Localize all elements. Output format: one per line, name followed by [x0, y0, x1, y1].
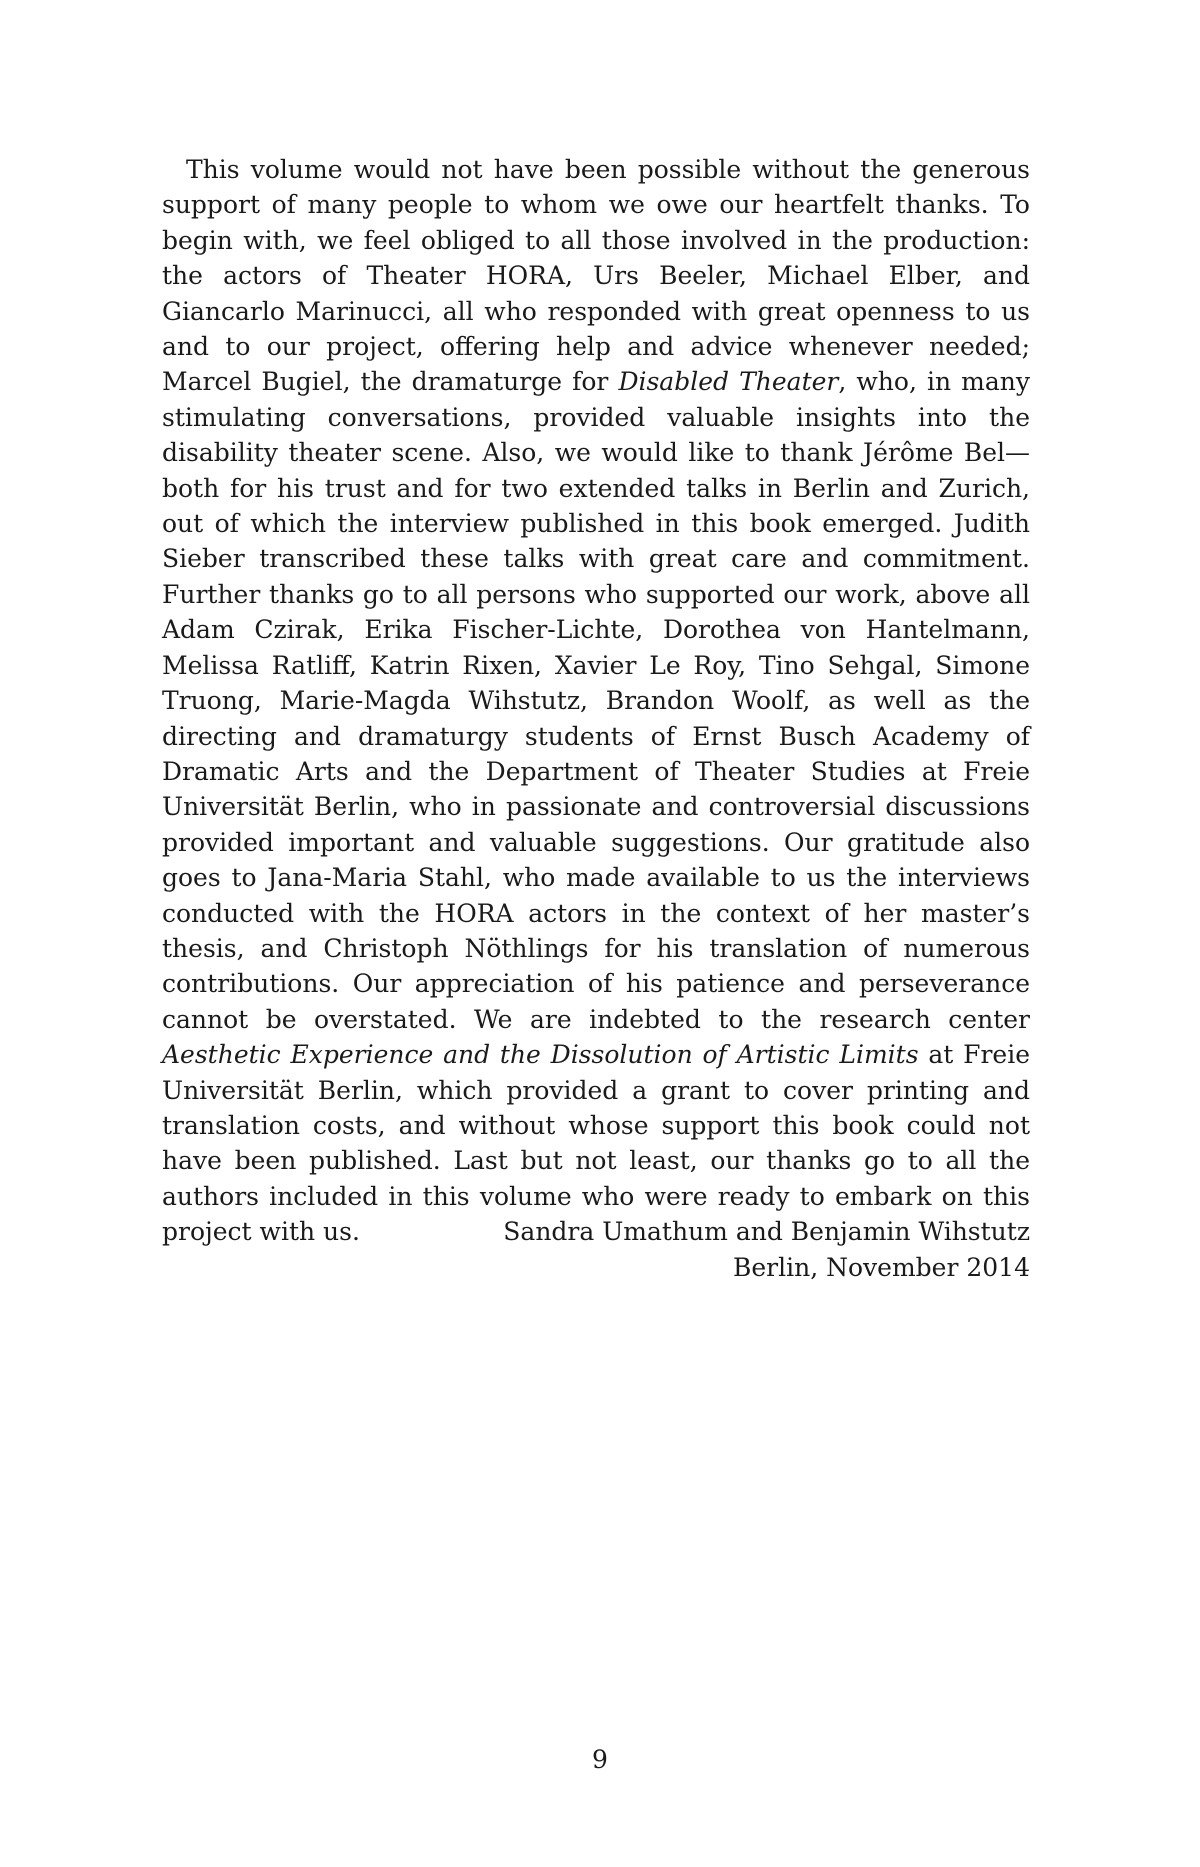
- paragraph-text-3: at Freie Universität Berlin, which provided a grant to cover printing and translation costs, and without whose support this book could not have been published. Last but not least, our thanks go to all the authors included in this volume who were ready to embark on this project with us.: [162, 1040, 1030, 1247]
- signature-authors: Sandra Umathum and Benjamin Wihstutz: [503, 1217, 1030, 1246]
- signature-block: [503, 1214, 1030, 1286]
- paragraph-text-1: This volume would not have been possible without the generous support of many people to whom we owe our heartfelt thanks. To begin with, we feel obliged to all those involved in the production: the actors of Theater HORA, Urs Beeler, Michael Elber, and Giancarlo Marinucci, all who responded with great openness to us and to our project, offering help and advice whenever needed; Marcel Bugiel, the dramaturge for: [162, 155, 1030, 397]
- acknowledgements-paragraph: [162, 152, 1030, 1250]
- signature-place-date: Berlin, November 2014: [733, 1253, 1030, 1282]
- italic-research-center-name: Aesthetic Experience and the Dissolution of Artistic Limits: [162, 1040, 919, 1070]
- paragraph-text-2: , who, in many stimulating conversations, provided valuable insights into the disability theater scene. Also, we would like to thank Jérôme Bel—both for his trust and for two extended talks in Berlin and Zurich, out of which the interview published in this book emerged. Judith Sieber transcribed these talks with great care and commitment. Further thanks go to all persons who supported our work, above all Adam Czirak, Erika Fischer-Lichte, Dorothea von Hantelmann, Melissa Ratliff, Katrin Rixen, Xavier Le Roy, Tino Sehgal, Simone Truong, Marie-Magda Wihstutz, Brandon Woolf, as well as the directing and dramaturgy students of Ernst Busch Academy of Dramatic Arts and the Department of Theater Studies at Freie Universität Berlin, who in passionate and controversial discussions provided important and valuable suggestions. Our gratitude also goes to Jana-Maria Stahl, who made available to us the interviews conducted with the HORA actors in the context of her master’s thesis, and Christoph Nöthlings for his translation of numerous contributions. Our appreciation of his patience and perseverance cannot be overstated. We are indebted to the research center: [162, 367, 1030, 1034]
- italic-title-disabled-theater: Disabled Theater: [618, 367, 839, 397]
- page-number: 9: [592, 1745, 608, 1774]
